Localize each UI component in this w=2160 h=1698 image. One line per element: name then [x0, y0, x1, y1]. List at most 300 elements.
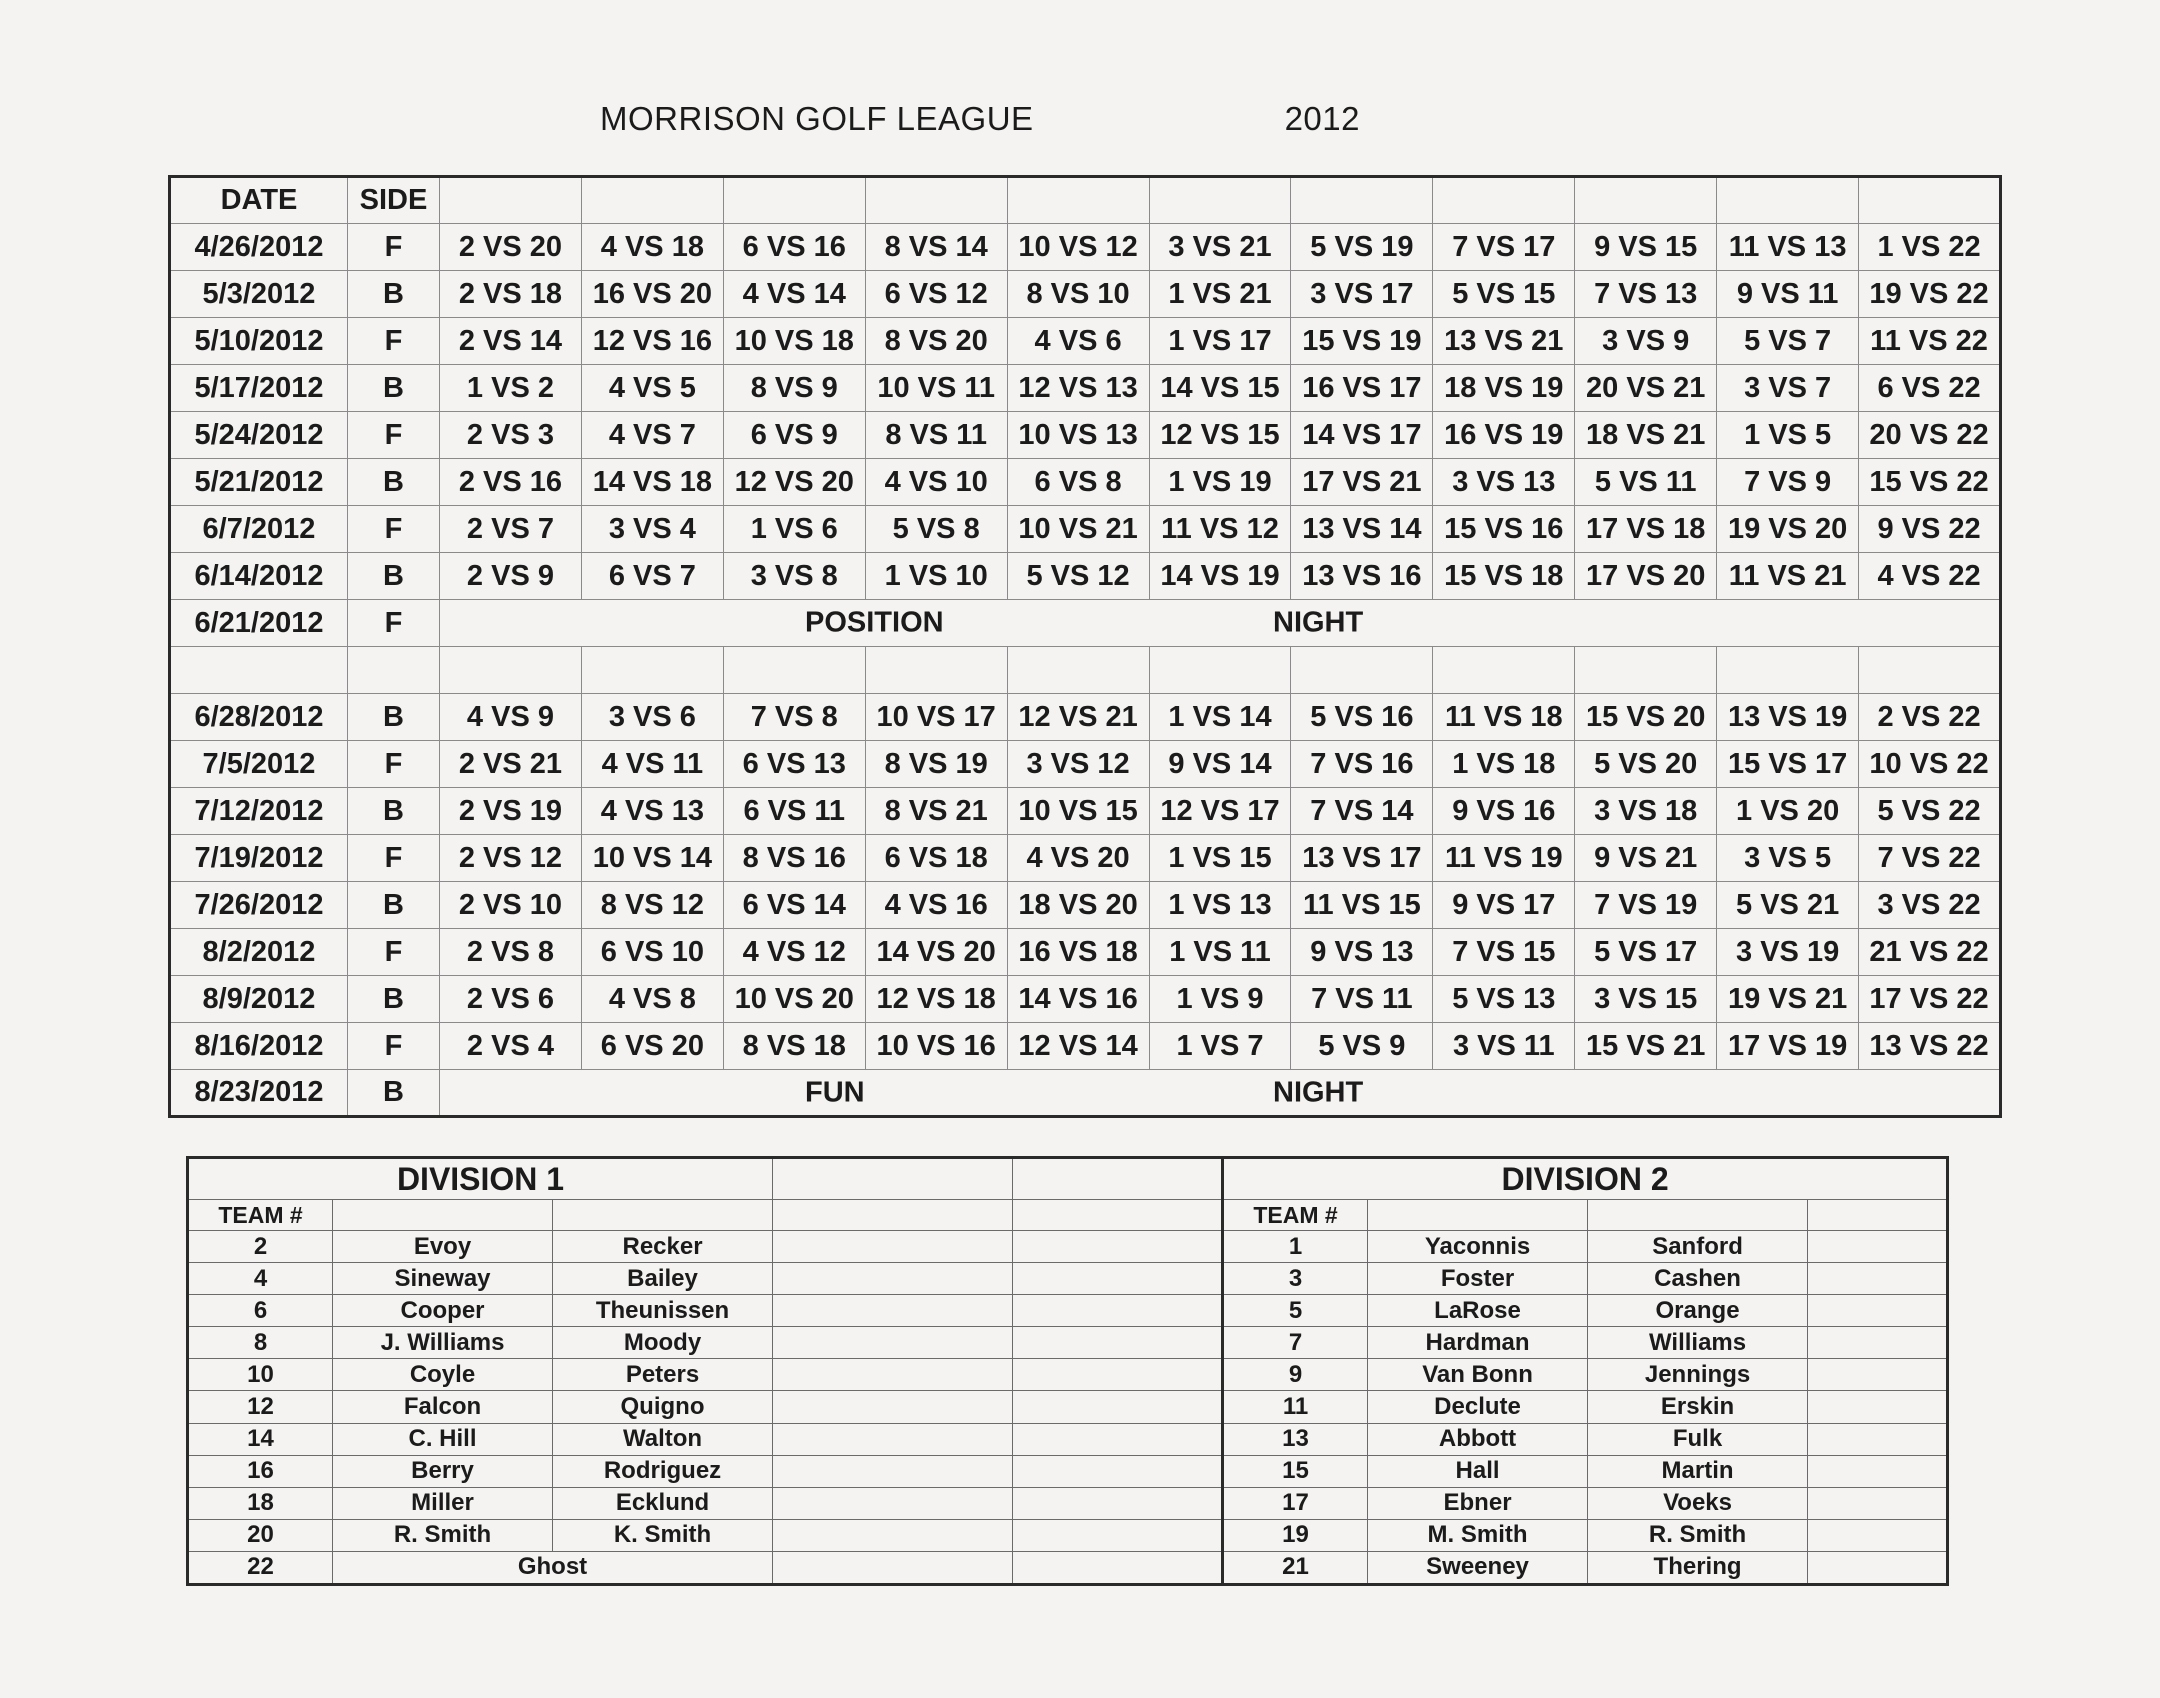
matchup-cell: 6 VS 18 [865, 835, 1007, 882]
empty-header-cell [1575, 177, 1717, 224]
empty-cell [1808, 1295, 1948, 1327]
schedule-row [170, 318, 2001, 365]
matchup-cell: 1 VS 22 [1859, 224, 2001, 271]
schedule-row [170, 224, 2001, 271]
matchup-cell: 10 VS 16 [865, 1023, 1007, 1070]
team-number: 8 [188, 1327, 333, 1359]
team-player: Hardman [1368, 1327, 1588, 1359]
empty-header-cell [865, 177, 1007, 224]
match-date: 8/2/2012 [170, 929, 348, 976]
matchup-cell: 15 VS 16 [1433, 506, 1575, 553]
team-number: 1 [1223, 1231, 1368, 1263]
course-side: F [348, 1023, 440, 1070]
matchup-cell: 2 VS 6 [440, 976, 582, 1023]
match-date: 4/26/2012 [170, 224, 348, 271]
league-title: MORRISON GOLF LEAGUE [600, 100, 1034, 137]
empty-cell [1588, 1200, 1808, 1231]
course-side: B [348, 882, 440, 929]
matchup-cell: 3 VS 19 [1717, 929, 1859, 976]
matchup-cell: 12 VS 17 [1149, 788, 1291, 835]
matchup-cell: 11 VS 12 [1149, 506, 1291, 553]
match-date: 8/16/2012 [170, 1023, 348, 1070]
matchup-cell: 4 VS 7 [581, 412, 723, 459]
course-side: B [348, 788, 440, 835]
team-number: 15 [1223, 1455, 1368, 1487]
matchup-cell: 4 VS 13 [581, 788, 723, 835]
match-date: 5/17/2012 [170, 365, 348, 412]
matchup-cell: 1 VS 10 [865, 553, 1007, 600]
team-player: J. Williams [333, 1327, 553, 1359]
special-night-cell [440, 1070, 2001, 1117]
matchup-cell: 11 VS 18 [1433, 694, 1575, 741]
empty-cell [1808, 1423, 1948, 1455]
matchup-cell: 2 VS 22 [1859, 694, 2001, 741]
matchup-cell: 11 VS 15 [1291, 882, 1433, 929]
matchup-cell: 4 VS 10 [865, 459, 1007, 506]
matchup-cell: 4 VS 14 [723, 271, 865, 318]
matchup-cell: 2 VS 3 [440, 412, 582, 459]
matchup-cell: 10 VS 18 [723, 318, 865, 365]
empty-cell [1575, 647, 1717, 694]
team-player: Evoy [333, 1231, 553, 1263]
matchup-cell: 6 VS 13 [723, 741, 865, 788]
match-date: 8/23/2012 [170, 1070, 348, 1117]
team-number-header: TEAM # [1223, 1200, 1368, 1231]
matchup-cell: 19 VS 20 [1717, 506, 1859, 553]
matchup-cell: 11 VS 19 [1433, 835, 1575, 882]
matchup-cell: 3 VS 13 [1433, 459, 1575, 506]
matchup-cell: 4 VS 22 [1859, 553, 2001, 600]
matchup-cell: 2 VS 4 [440, 1023, 582, 1070]
empty-cell [1808, 1391, 1948, 1423]
matchup-cell: 2 VS 10 [440, 882, 582, 929]
matchup-cell: 16 VS 20 [581, 271, 723, 318]
empty-cell [348, 647, 440, 694]
matchup-cell: 17 VS 21 [1291, 459, 1433, 506]
matchup-cell: 5 VS 13 [1433, 976, 1575, 1023]
matchup-cell: 1 VS 9 [1149, 976, 1291, 1023]
match-date: 5/10/2012 [170, 318, 348, 365]
matchup-cell: 3 VS 6 [581, 694, 723, 741]
matchup-cell: 1 VS 19 [1149, 459, 1291, 506]
matchup-cell: 7 VS 8 [723, 694, 865, 741]
empty-cell [1808, 1551, 1948, 1584]
matchup-cell: 1 VS 2 [440, 365, 582, 412]
matchup-cell: 12 VS 18 [865, 976, 1007, 1023]
empty-cell [1013, 1391, 1223, 1423]
matchup-cell: 18 VS 19 [1433, 365, 1575, 412]
matchup-cell: 5 VS 16 [1291, 694, 1433, 741]
team-player: Hall [1368, 1455, 1588, 1487]
team-number: 9 [1223, 1359, 1368, 1391]
match-date: 8/9/2012 [170, 976, 348, 1023]
team-player: Erskin [1588, 1391, 1808, 1423]
matchup-cell: 2 VS 12 [440, 835, 582, 882]
matchup-cell: 2 VS 8 [440, 929, 582, 976]
matchup-cell: 11 VS 21 [1717, 553, 1859, 600]
course-side: B [348, 365, 440, 412]
matchup-cell: 4 VS 6 [1007, 318, 1149, 365]
empty-cell [1808, 1519, 1948, 1551]
empty-cell [1013, 1158, 1223, 1200]
matchup-cell: 5 VS 12 [1007, 553, 1149, 600]
team-number: 3 [1223, 1263, 1368, 1295]
schedule-row [170, 929, 2001, 976]
empty-cell [773, 1158, 1013, 1200]
team-row [188, 1519, 1948, 1551]
match-date: 5/21/2012 [170, 459, 348, 506]
team-number: 10 [188, 1359, 333, 1391]
team-number-header: TEAM # [188, 1200, 333, 1231]
matchup-cell: 5 VS 19 [1291, 224, 1433, 271]
matchup-cell: 6 VS 12 [865, 271, 1007, 318]
empty-header-cell [1717, 177, 1859, 224]
empty-cell [1149, 647, 1291, 694]
course-side: B [348, 271, 440, 318]
matchup-cell: 15 VS 19 [1291, 318, 1433, 365]
team-number: 16 [188, 1455, 333, 1487]
matchup-cell: 9 VS 17 [1433, 882, 1575, 929]
matchup-cell: 4 VS 16 [865, 882, 1007, 929]
course-side: B [348, 694, 440, 741]
matchup-cell: 5 VS 9 [1291, 1023, 1433, 1070]
matchup-cell: 1 VS 18 [1433, 741, 1575, 788]
schedule-row [170, 1070, 2001, 1117]
matchup-cell: 4 VS 9 [440, 694, 582, 741]
matchup-cell: 1 VS 14 [1149, 694, 1291, 741]
empty-cell [773, 1551, 1013, 1584]
team-player: Ebner [1368, 1487, 1588, 1519]
schedule-row [170, 694, 2001, 741]
matchup-cell: 12 VS 21 [1007, 694, 1149, 741]
team-player: Van Bonn [1368, 1359, 1588, 1391]
matchup-cell: 6 VS 20 [581, 1023, 723, 1070]
match-date: 6/14/2012 [170, 553, 348, 600]
schedule-row [170, 412, 2001, 459]
matchup-cell: 19 VS 22 [1859, 271, 2001, 318]
team-number: 18 [188, 1487, 333, 1519]
team-player: Sanford [1588, 1231, 1808, 1263]
schedule-table [168, 175, 2002, 1118]
team-player: Ecklund [553, 1487, 773, 1519]
team-player: Ghost [333, 1551, 773, 1584]
team-number: 14 [188, 1423, 333, 1455]
date-column-header: DATE [170, 177, 348, 224]
matchup-cell: 12 VS 15 [1149, 412, 1291, 459]
matchup-cell: 8 VS 18 [723, 1023, 865, 1070]
team-row [188, 1455, 1948, 1487]
matchup-cell: 17 VS 20 [1575, 553, 1717, 600]
matchup-cell: 3 VS 8 [723, 553, 865, 600]
matchup-cell: 21 VS 22 [1859, 929, 2001, 976]
matchup-cell: 16 VS 19 [1433, 412, 1575, 459]
team-column-header-row [188, 1200, 1948, 1231]
match-date: 6/28/2012 [170, 694, 348, 741]
matchup-cell: 4 VS 20 [1007, 835, 1149, 882]
empty-cell [1013, 1263, 1223, 1295]
matchup-cell: 10 VS 22 [1859, 741, 2001, 788]
empty-cell [1013, 1551, 1223, 1584]
team-player: Voeks [1588, 1487, 1808, 1519]
match-date: 5/3/2012 [170, 271, 348, 318]
schedule-row [170, 882, 2001, 929]
course-side: F [348, 835, 440, 882]
matchup-cell: 2 VS 16 [440, 459, 582, 506]
matchup-cell: 8 VS 16 [723, 835, 865, 882]
matchup-cell: 9 VS 11 [1717, 271, 1859, 318]
team-player: Peters [553, 1359, 773, 1391]
matchup-cell: 3 VS 21 [1149, 224, 1291, 271]
matchup-cell: 4 VS 18 [581, 224, 723, 271]
divisions-table [186, 1156, 1949, 1586]
empty-header-cell [581, 177, 723, 224]
matchup-cell: 9 VS 21 [1575, 835, 1717, 882]
empty-cell [1433, 647, 1575, 694]
team-number: 6 [188, 1295, 333, 1327]
matchup-cell: 7 VS 13 [1575, 271, 1717, 318]
matchup-cell: 8 VS 20 [865, 318, 1007, 365]
matchup-cell: 9 VS 13 [1291, 929, 1433, 976]
team-player: Miller [333, 1487, 553, 1519]
matchup-cell: 5 VS 15 [1433, 271, 1575, 318]
team-player: Jennings [1588, 1359, 1808, 1391]
matchup-cell: 4 VS 11 [581, 741, 723, 788]
match-date: 7/26/2012 [170, 882, 348, 929]
schedule-row [170, 976, 2001, 1023]
team-number: 21 [1223, 1551, 1368, 1584]
matchup-cell: 8 VS 21 [865, 788, 1007, 835]
division-1-title: DIVISION 1 [188, 1158, 773, 1200]
matchup-cell: 6 VS 11 [723, 788, 865, 835]
course-side: B [348, 976, 440, 1023]
empty-cell [773, 1455, 1013, 1487]
empty-cell [1013, 1200, 1223, 1231]
matchup-cell: 10 VS 13 [1007, 412, 1149, 459]
matchup-cell: 10 VS 21 [1007, 506, 1149, 553]
matchup-cell: 11 VS 22 [1859, 318, 2001, 365]
team-player: Martin [1588, 1455, 1808, 1487]
empty-cell [1013, 1519, 1223, 1551]
match-date: 6/7/2012 [170, 506, 348, 553]
empty-cell [333, 1200, 553, 1231]
matchup-cell: 1 VS 13 [1149, 882, 1291, 929]
matchup-cell: 13 VS 17 [1291, 835, 1433, 882]
matchup-cell: 3 VS 7 [1717, 365, 1859, 412]
matchup-cell: 15 VS 18 [1433, 553, 1575, 600]
special-night-cell [440, 600, 2001, 647]
team-player: Thering [1588, 1551, 1808, 1584]
empty-header-cell [1859, 177, 2001, 224]
matchup-cell: 6 VS 9 [723, 412, 865, 459]
team-number: 2 [188, 1231, 333, 1263]
schedule-header-row [170, 177, 2001, 224]
matchup-cell: 5 VS 22 [1859, 788, 2001, 835]
matchup-cell: 5 VS 21 [1717, 882, 1859, 929]
matchup-cell: 5 VS 11 [1575, 459, 1717, 506]
matchup-cell: 19 VS 21 [1717, 976, 1859, 1023]
matchup-cell: 14 VS 16 [1007, 976, 1149, 1023]
empty-cell [1717, 647, 1859, 694]
matchup-cell: 15 VS 22 [1859, 459, 2001, 506]
matchup-cell: 5 VS 20 [1575, 741, 1717, 788]
matchup-cell: 14 VS 19 [1149, 553, 1291, 600]
team-number: 20 [188, 1519, 333, 1551]
matchup-cell: 18 VS 20 [1007, 882, 1149, 929]
team-player: Falcon [333, 1391, 553, 1423]
matchup-cell: 16 VS 18 [1007, 929, 1149, 976]
matchup-cell: 10 VS 12 [1007, 224, 1149, 271]
matchup-cell: 12 VS 14 [1007, 1023, 1149, 1070]
matchup-cell: 6 VS 22 [1859, 365, 2001, 412]
empty-cell [1013, 1359, 1223, 1391]
schedule-row [170, 835, 2001, 882]
matchup-cell: 3 VS 4 [581, 506, 723, 553]
matchup-cell: 18 VS 21 [1575, 412, 1717, 459]
schedule-row [170, 600, 2001, 647]
matchup-cell: 6 VS 16 [723, 224, 865, 271]
schedule-row [170, 459, 2001, 506]
special-night-label: POSITION [805, 606, 944, 639]
matchup-cell: 8 VS 12 [581, 882, 723, 929]
course-side: F [348, 224, 440, 271]
team-row [188, 1263, 1948, 1295]
team-player: Rodriguez [553, 1455, 773, 1487]
matchup-cell: 5 VS 17 [1575, 929, 1717, 976]
team-player: C. Hill [333, 1423, 553, 1455]
empty-cell [1808, 1359, 1948, 1391]
course-side: F [348, 412, 440, 459]
empty-cell [1007, 647, 1149, 694]
empty-cell [1808, 1231, 1948, 1263]
matchup-cell: 3 VS 18 [1575, 788, 1717, 835]
team-row [188, 1231, 1948, 1263]
matchup-cell: 12 VS 13 [1007, 365, 1149, 412]
special-night-label: NIGHT [1273, 606, 1364, 639]
team-player: Recker [553, 1231, 773, 1263]
matchup-cell: 3 VS 5 [1717, 835, 1859, 882]
matchup-cell: 9 VS 16 [1433, 788, 1575, 835]
matchup-cell: 9 VS 15 [1575, 224, 1717, 271]
empty-cell [1808, 1327, 1948, 1359]
division-title-row [188, 1158, 1948, 1200]
matchup-cell: 2 VS 18 [440, 271, 582, 318]
team-player: Cooper [333, 1295, 553, 1327]
matchup-cell: 15 VS 17 [1717, 741, 1859, 788]
matchup-cell: 3 VS 9 [1575, 318, 1717, 365]
matchup-cell: 3 VS 17 [1291, 271, 1433, 318]
match-date: 7/12/2012 [170, 788, 348, 835]
matchup-cell: 8 VS 10 [1007, 271, 1149, 318]
matchup-cell: 20 VS 21 [1575, 365, 1717, 412]
empty-cell [440, 647, 582, 694]
team-number: 12 [188, 1391, 333, 1423]
matchup-cell: 14 VS 20 [865, 929, 1007, 976]
empty-cell [1808, 1200, 1948, 1231]
matchup-cell: 10 VS 15 [1007, 788, 1149, 835]
empty-cell [1013, 1295, 1223, 1327]
team-player: Berry [333, 1455, 553, 1487]
empty-cell [773, 1263, 1013, 1295]
empty-cell [773, 1200, 1013, 1231]
empty-cell [1013, 1231, 1223, 1263]
team-number: 19 [1223, 1519, 1368, 1551]
empty-header-cell [1007, 177, 1149, 224]
empty-cell [773, 1519, 1013, 1551]
matchup-cell: 1 VS 7 [1149, 1023, 1291, 1070]
match-date: 7/5/2012 [170, 741, 348, 788]
team-row [188, 1295, 1948, 1327]
matchup-cell: 4 VS 5 [581, 365, 723, 412]
matchup-cell: 9 VS 22 [1859, 506, 2001, 553]
team-player: Abbott [1368, 1423, 1588, 1455]
matchup-cell: 9 VS 14 [1149, 741, 1291, 788]
team-player: Moody [553, 1327, 773, 1359]
matchup-cell: 1 VS 15 [1149, 835, 1291, 882]
matchup-cell: 5 VS 7 [1717, 318, 1859, 365]
matchup-cell: 13 VS 19 [1717, 694, 1859, 741]
team-player: Fulk [1588, 1423, 1808, 1455]
matchup-cell: 6 VS 10 [581, 929, 723, 976]
team-player: R. Smith [333, 1519, 553, 1551]
course-side: B [348, 553, 440, 600]
matchup-cell: 17 VS 22 [1859, 976, 2001, 1023]
side-column-header: SIDE [348, 177, 440, 224]
matchup-cell: 2 VS 7 [440, 506, 582, 553]
matchup-cell: 15 VS 21 [1575, 1023, 1717, 1070]
team-player: Cashen [1588, 1263, 1808, 1295]
matchup-cell: 1 VS 6 [723, 506, 865, 553]
schedule-row [170, 506, 2001, 553]
team-player: Bailey [553, 1263, 773, 1295]
empty-cell [581, 647, 723, 694]
matchup-cell: 8 VS 11 [865, 412, 1007, 459]
empty-cell [553, 1200, 773, 1231]
matchup-cell: 1 VS 5 [1717, 412, 1859, 459]
course-side: B [348, 1070, 440, 1117]
matchup-cell: 3 VS 11 [1433, 1023, 1575, 1070]
empty-cell [1808, 1455, 1948, 1487]
matchup-cell: 7 VS 22 [1859, 835, 2001, 882]
empty-cell [773, 1423, 1013, 1455]
empty-cell [773, 1295, 1013, 1327]
empty-cell [865, 647, 1007, 694]
empty-cell [1013, 1455, 1223, 1487]
matchup-cell: 6 VS 7 [581, 553, 723, 600]
matchup-cell: 13 VS 14 [1291, 506, 1433, 553]
matchup-cell: 7 VS 16 [1291, 741, 1433, 788]
schedule-row [170, 788, 2001, 835]
empty-cell [773, 1231, 1013, 1263]
schedule-row [170, 1023, 2001, 1070]
matchup-cell: 14 VS 17 [1291, 412, 1433, 459]
team-number: 11 [1223, 1391, 1368, 1423]
team-row [188, 1551, 1948, 1584]
matchup-cell: 11 VS 13 [1717, 224, 1859, 271]
matchup-cell: 14 VS 15 [1149, 365, 1291, 412]
matchup-cell: 4 VS 8 [581, 976, 723, 1023]
division-2-title: DIVISION 2 [1223, 1158, 1948, 1200]
empty-cell [1013, 1423, 1223, 1455]
course-side: F [348, 600, 440, 647]
matchup-cell: 3 VS 22 [1859, 882, 2001, 929]
league-year: 2012 [1284, 100, 1360, 137]
team-row [188, 1391, 1948, 1423]
matchup-cell: 13 VS 22 [1859, 1023, 2001, 1070]
team-row [188, 1359, 1948, 1391]
team-player: Quigno [553, 1391, 773, 1423]
matchup-cell: 1 VS 17 [1149, 318, 1291, 365]
team-player: K. Smith [553, 1519, 773, 1551]
